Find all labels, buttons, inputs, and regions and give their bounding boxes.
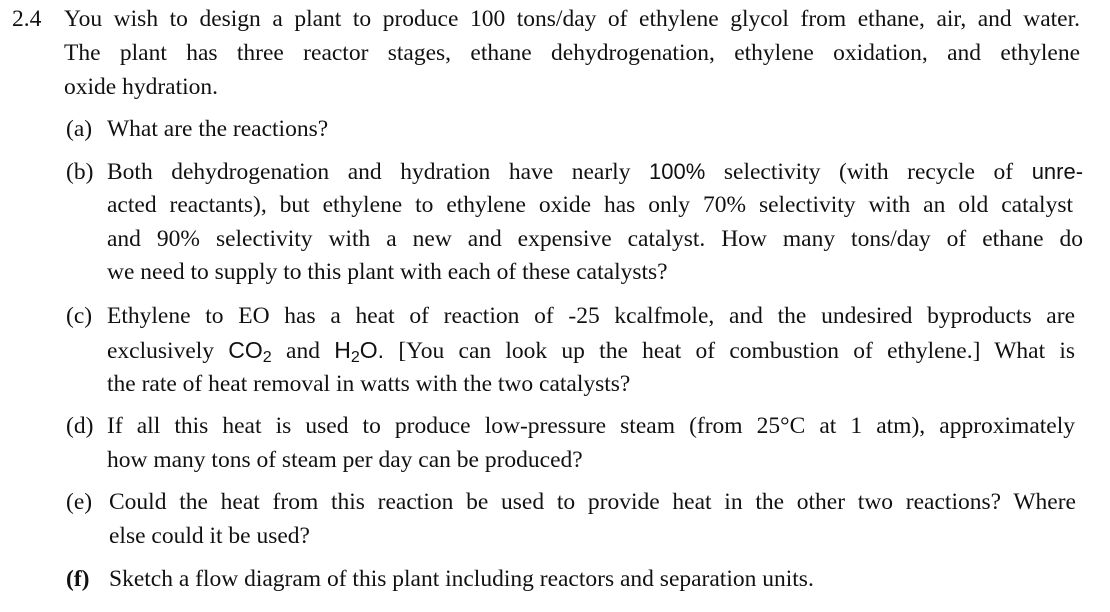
part-e-line-2: else could it be used?	[109, 523, 310, 549]
intro-line-3: oxide hydration.	[64, 74, 219, 100]
part-a-label: (a)	[66, 116, 93, 142]
part-b-line-1-pre: Both dehydrogenation and hydration have nearly	[107, 159, 631, 185]
part-b-label: (b)	[66, 159, 94, 185]
problem-number: 2.4	[12, 6, 42, 32]
part-b-line-4: we need to supply to this plant with each of these catalysts?	[107, 259, 668, 285]
part-c-line-2-post: [You can look up the heat of combustion of ethylene.] What is	[398, 338, 1076, 364]
part-f-line-1: Sketch a flow diagram of this plant including reactors and separation units.	[109, 566, 814, 592]
h2o-formula: $H_2O$.	[334, 337, 385, 367]
part-b-line-1-mid: selectivity (with recycle of	[723, 159, 1014, 185]
part-c-line-3: the rate of heat removal in watts with the two catalysts?	[107, 371, 631, 397]
part-e-line-1: Could the heat from this reaction be used to provide heat in the other two reactions? Where	[109, 489, 1076, 515]
part-c-line-2	[107, 335, 1075, 366]
part-b-line-3: and 90% selectivity with a new and expensive catalyst. How many tons/day of ethane do	[107, 226, 1083, 252]
part-c-line-1: Ethylene to EO has a heat of reaction of -25 kcalfmole, and the undesired byproducts are	[107, 303, 1075, 329]
co2-formula: $CO_2$	[228, 337, 272, 367]
percent-100: 100%	[649, 159, 706, 184]
part-c-label: (c)	[66, 303, 93, 329]
part-f-label: (f)	[66, 566, 90, 592]
part-d-label: (d)	[66, 413, 94, 439]
part-b-line-1-end: unre-	[1031, 159, 1084, 184]
part-c-and: and	[286, 338, 320, 364]
part-d-line-2: how many tons of steam per day can be produced?	[107, 447, 583, 473]
part-a-line-1: What are the reactions?	[107, 116, 329, 142]
part-c-line-2-pre: exclusively	[107, 338, 215, 364]
part-b-line-1	[107, 157, 1083, 187]
part-d-line-1: If all this heat is used to produce low-pressure steam (from 25°C at 1 atm), approximately	[107, 413, 1075, 439]
part-b-line-2: acted reactants), but ethylene to ethylene oxide has only 70% selectivity with an old catalyst	[107, 192, 1073, 218]
part-e-label: (e)	[66, 489, 93, 515]
intro-line-1: You wish to design a plant to produce 100 tons/day of ethylene glycol from ethane, air, and water.	[64, 6, 1080, 32]
intro-line-2: The plant has three reactor stages, ethane dehydrogenation, ethylene oxidation, and ethylene	[64, 40, 1080, 66]
